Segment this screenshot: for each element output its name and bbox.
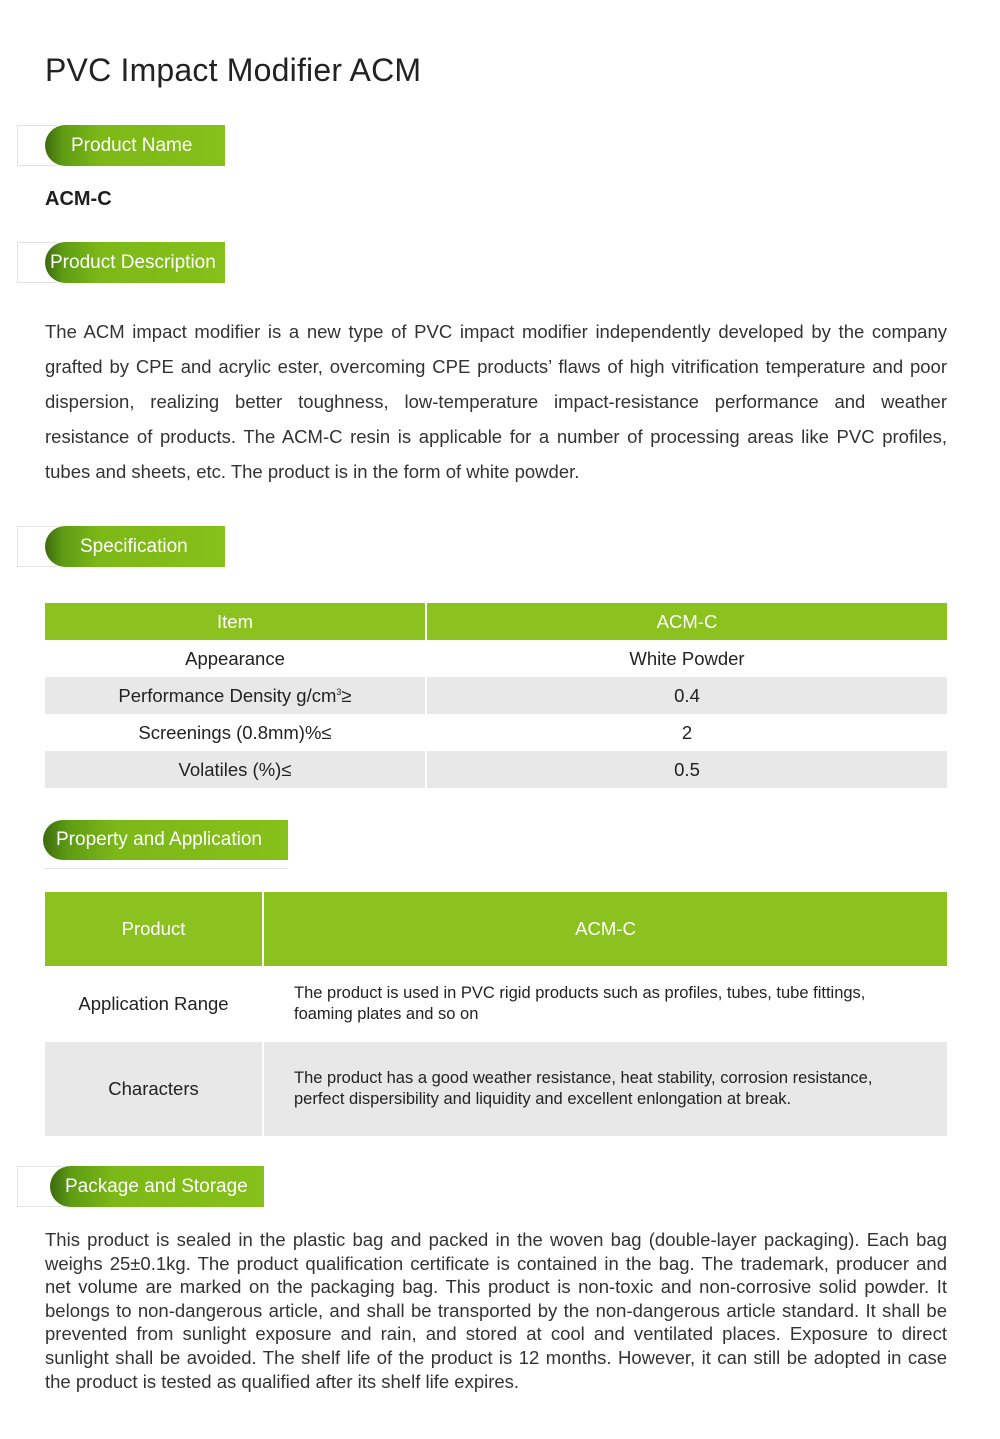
section-tab-specification <box>17 526 225 567</box>
section-heading: Product Name <box>45 125 225 166</box>
table-header-row <box>45 892 947 966</box>
section-heading: Product Description <box>45 242 225 283</box>
spec-item: Volatiles (%)≤ <box>45 751 426 788</box>
spec-item: Screenings (0.8mm)%≤ <box>45 714 426 751</box>
header-value: ACM-C <box>263 892 947 966</box>
table-row <box>45 751 947 788</box>
table-row <box>45 966 947 1042</box>
section-heading: Property and Application <box>43 820 288 860</box>
table-row <box>45 677 947 714</box>
property-text: The product is used in PVC rigid products such as profiles, tubes, tube fittings, foaming plates and so on <box>263 966 947 1042</box>
table-header-row <box>45 603 947 640</box>
spec-value: 0.5 <box>426 751 947 788</box>
property-label: Characters <box>45 1042 263 1136</box>
product-description-text: The ACM impact modifier is a new type of PVC impact modifier independently developed by the company grafted by CPE and acrylic ester, overcoming CPE products’ flaws of high vitrification temperature and poor dispersion, realizing better toughness, low-temperature impact-resistance performance and weather resistance of products. The ACM-C resin is applicable for a number of processing areas like PVC profiles, tubes and sheets, etc. The product is in the form of white powder. <box>45 321 947 482</box>
header-item: Item <box>45 603 426 640</box>
section-heading: Package and Storage <box>50 1166 264 1207</box>
spec-item: Appearance <box>45 640 426 677</box>
product-name-value: ACM-C <box>45 188 112 210</box>
section-tab-package-storage <box>17 1166 264 1207</box>
section-tab-property-application <box>43 820 288 870</box>
section-tab-product-description <box>17 242 225 283</box>
table-row <box>45 714 947 751</box>
spec-value: 2 <box>426 714 947 751</box>
header-product: Product <box>45 892 263 966</box>
spec-item: Performance Density $g/cm^3\ge$ <box>45 677 426 714</box>
section-heading: Specification <box>45 526 225 567</box>
spec-value: White Powder <box>426 640 947 677</box>
table-row <box>45 1042 947 1136</box>
section-tab-product-name <box>17 125 225 166</box>
package-storage-text: This product is sealed in the plastic bag and packed in the woven bag (double-layer packaging). Each bag weighs 25±0.1kg. The product qualification certificate is contained in the bag. The trademark, producer and net volume are marked on the packaging bag. This product is non-toxic and non-corrosive solid powder. It belongs to non-dangerous article, and shall be transported by the non-dangerous article standard. It shall be prevented from sunlight exposure and rain, and stored at cool and ventilated places. Exposure to direct sunlight shall be avoided. The shelf life of the product is 12 months. However, it can still be adopted in case the product is tested as qualified after its shelf life expires. <box>45 1229 947 1392</box>
property-label: Application Range <box>45 966 263 1042</box>
property-text: The product has a good weather resistance, heat stability, corrosion resistance, perfect dispersibility and liquidity and excellent enlongation at break. <box>263 1042 947 1136</box>
property-application-table <box>45 892 947 1136</box>
spec-value: 0.4 <box>426 677 947 714</box>
header-value: ACM-C <box>426 603 947 640</box>
page-title: PVC Impact Modifier ACM <box>45 52 422 88</box>
table-row <box>45 640 947 677</box>
specification-table <box>45 603 947 788</box>
